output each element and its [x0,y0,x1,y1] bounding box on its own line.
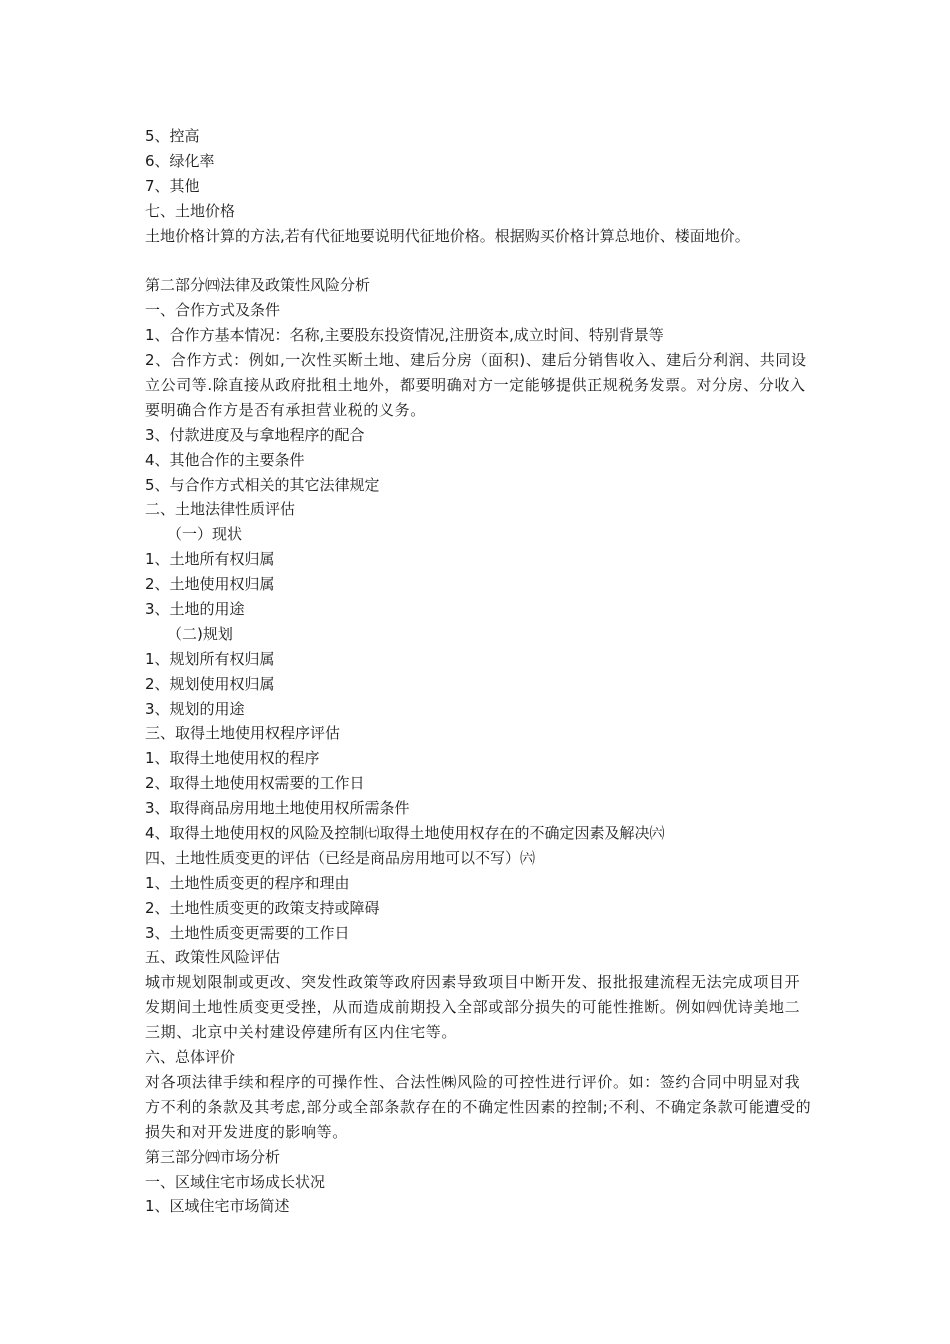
list-item-planning-ownership: 1、规划所有权归属 [145,649,275,668]
list-item-change-policy: 2、土地性质变更的政策支持或障碍 [145,898,380,917]
list-item-land-ownership: 1、土地所有权归属 [145,550,275,569]
list-item-acquisition-procedure: 1、取得土地使用权的程序 [145,749,320,768]
section-heading-land-price: 七、土地价格 [145,201,236,220]
list-item-acquisition-workdays: 2、取得土地使用权需要的工作日 [145,774,365,793]
blank-line [145,248,815,273]
list-item-height-limit: 5、控高 [145,127,200,145]
list-item-related-laws: 5、与合作方式相关的其它法律规定 [145,475,380,494]
subsection-heading-status: （一）现状 [167,525,243,544]
list-item-other: 7、其他 [145,176,200,195]
list-item-greening-rate: 6、绿化率 [145,151,215,170]
document-body [145,124,815,1219]
part-heading-market-analysis: 第三部分㈣市场分析 [145,1147,281,1166]
list-item-land-purpose: 3、土地的用途 [145,599,245,618]
list-item-acquisition-risk: 4、取得土地使用权的风险及控制㈦取得土地使用权存在的不确定因素及解决㈥ [145,823,665,842]
section-heading-policy-risk: 五、政策性风险评估 [145,948,281,967]
paragraph-cooperation-mode: 2、合作方式：例如,一次性买断土地、建后分房（面积)、建后分销售收入、建后分利润、共同设立公司等.除直接从政府批租土地外，都要明确对方一定能够提供正规税务发票。对分房、分收入要明确合作方是否有承担营业税的义务。 [145,351,807,419]
list-item-payment-schedule: 3、付款进度及与拿地程序的配合 [145,425,365,444]
paragraph-land-price: 土地价格计算的方法,若有代征地要说明代征地价格。根据购买价格计算总地价、楼面地价。 [145,226,750,245]
list-item-planning-purpose: 3、规划的用途 [145,699,245,718]
section-heading-regional-market: 一、区域住宅市场成长状况 [145,1172,326,1191]
section-heading-acquisition: 三、取得土地使用权程序评估 [145,724,341,743]
section-heading-overall-evaluation: 六、总体评价 [145,1048,236,1067]
section-heading-land-legal: 二、土地法律性质评估 [145,500,296,519]
subsection-heading-planning: （二)规划 [167,624,233,643]
list-item-change-procedure: 1、土地性质变更的程序和理由 [145,873,350,892]
part-heading-legal-risk: 第二部分㈣法律及政策性风险分析 [145,276,371,295]
list-item-other-terms: 4、其他合作的主要条件 [145,450,305,469]
section-heading-cooperation: 一、合作方式及条件 [145,301,281,320]
list-item-acquisition-conditions: 3、取得商品房用地土地使用权所需条件 [145,799,410,818]
list-item-planning-use-right: 2、规划使用权归属 [145,674,275,693]
section-heading-nature-change: 四、土地性质变更的评估（已经是商品房用地可以不写）㈥ [145,848,536,867]
list-item-change-workdays: 3、土地性质变更需要的工作日 [145,923,350,942]
list-item-land-use-right: 2、土地使用权归属 [145,575,275,594]
list-item-partner-info: 1、合作方基本情况：名称,主要股东投资情况,注册资本,成立时间、特别背景等 [145,326,664,345]
paragraph-policy-risk: 城市规划限制或更改、突发性政策等政府因素导致项目中断开发、报批报建流程无法完成项目开发期间土地性质变更受挫，从而造成前期投入全部或部分损失的可能性推断。例如㈣优诗美地二三期、北京中关村建设停建所有区内住宅等。 [145,973,801,1042]
paragraph-overall-evaluation: 对各项法律手续和程序的可操作性、合法性㈱风险的可控性进行评价。如：签约合同中明显对我方不利的条款及其考虑,部分或全部条款存在的不确定性因素的控制;不利、不确定条款可能遭受的损失和对开发进度的影响等。 [145,1072,812,1141]
list-item-regional-market-overview: 1、区域住宅市场简述 [145,1197,290,1216]
